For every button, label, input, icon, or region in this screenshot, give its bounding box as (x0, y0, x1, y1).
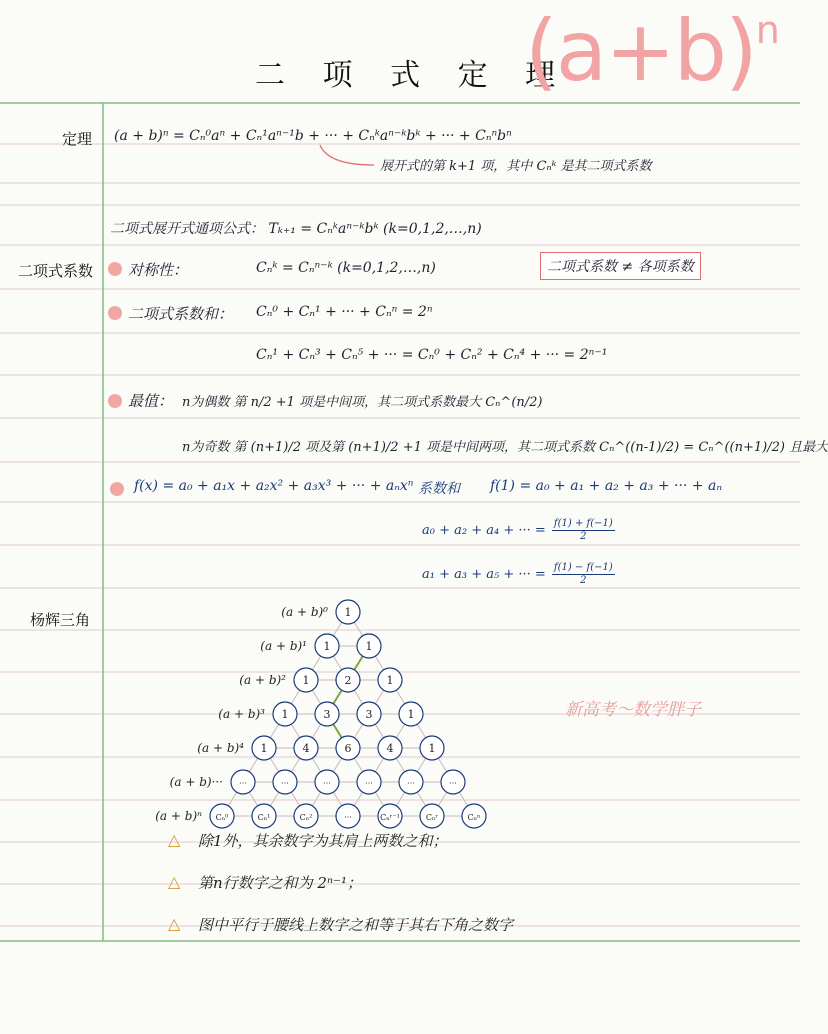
bullet-icon (108, 306, 122, 320)
sum-formula-1: Cₙ⁰ + Cₙ¹ + ··· + Cₙⁿ = 2ⁿ (256, 304, 433, 320)
triangle-row-label: (a + b)¹ (260, 639, 307, 653)
poly-sum-label: 系数和 (418, 481, 460, 497)
triangle-node-value: ··· (407, 779, 415, 788)
triangle-icon: △ (168, 872, 181, 891)
bullet-icon (110, 482, 124, 496)
bullet-icon (108, 394, 122, 408)
triangle-row-label: (a + b)⁴ (197, 741, 244, 755)
theorem-note: 展开式的第 k+1 项，其中 Cₙᵏ 是其二项式系数 (380, 159, 652, 174)
triangle-node-value: Cₙʳ⁻¹ (380, 813, 400, 822)
triangle-node-value: 6 (344, 742, 352, 755)
triangle-node-value: 1 (428, 742, 436, 755)
triangle-node-value: Cₙ² (299, 813, 313, 822)
symmetry-formula: Cₙᵏ = Cₙⁿ⁻ᵏ (k=0,1,2,…,n) (256, 260, 436, 276)
triangle-node-value: 1 (323, 640, 331, 653)
triangle-node-value: 1 (260, 742, 268, 755)
triangle-node-value: 3 (365, 708, 373, 721)
sum-label: 二项式系数和： (128, 305, 234, 323)
max-label: 最值： (128, 392, 174, 410)
poly-sum-formula: f(1) = a₀ + a₁ + a₂ + a₃ + ··· + aₙ (490, 478, 723, 494)
note-3: 图中平行于腰线上数字之和等于其右下角之数字 (198, 916, 514, 934)
triangle-node-value: 1 (302, 674, 310, 687)
yanghui-triangle (130, 590, 530, 823)
general-term: 二项式展开式通项公式： Tₖ₊₁ = Cₙᵏaⁿ⁻ᵏbᵏ (k=0,1,2,…,n) (110, 221, 482, 237)
odd-coefficient-sum: a₁ + a₃ + a₅ + ··· = $\frac{f(1) - f(-1)}{2}$ (422, 562, 613, 586)
triangle-node-value: ··· (323, 779, 331, 788)
section-coefficient: 二项式系数 (18, 263, 94, 280)
max-odd: n为奇数 第 (n+1)/2 项及第 (n+1)/2 +1 项是中间两项，其二项式系数 Cₙ^((n-1)/2) = Cₙ^((n+1)/2) 且最大 (182, 440, 828, 455)
triangle-row-label: (a + b)ⁿ (155, 809, 202, 823)
poly-formula: f(x) = a₀ + a₁x + a₂x² + a₃x³ + ··· + aₙxⁿ (134, 478, 414, 494)
triangle-node-value: 1 (407, 708, 415, 721)
triangle-node-value: Cₙ¹ (257, 813, 271, 822)
triangle-node-value: ··· (449, 779, 457, 788)
theorem-formula: (a + b)ⁿ = Cₙ⁰aⁿ + Cₙ¹aⁿ⁻¹b + ··· + Cₙᵏaⁿ⁻ᵏbᵏ + ··· + Cₙⁿbⁿ (114, 128, 512, 144)
triangle-node-value: 1 (386, 674, 394, 687)
annotation-arrow (318, 143, 378, 173)
warning-box: 二项式系数 ≠ 各项系数 (540, 252, 701, 280)
triangle-node-value: 4 (386, 742, 394, 755)
triangle-node-value: ··· (281, 779, 289, 788)
title-formula: $(a+b)^n$ (525, 2, 778, 100)
triangle-node-value: 1 (281, 708, 289, 721)
triangle-icon: △ (168, 914, 181, 933)
triangle-node-value: Cₙ⁰ (215, 813, 229, 822)
triangle-row-label: (a + b)⁰ (281, 605, 328, 619)
diagonal-highlight (327, 646, 369, 748)
page-title: 二 项 式 定 理 (255, 58, 570, 93)
triangle-node-value: Cₙⁿ (467, 813, 481, 822)
triangle-icon: △ (168, 830, 181, 849)
triangle-node-value: ··· (239, 779, 247, 788)
section-theorem: 定理 (62, 131, 93, 148)
sum-formula-2: Cₙ¹ + Cₙ³ + Cₙ⁵ + ··· = Cₙ⁰ + Cₙ² + Cₙ⁴ + ··· = 2ⁿ⁻¹ (256, 347, 608, 363)
triangle-node-value: 1 (344, 606, 352, 619)
bullet-icon (108, 262, 122, 276)
note-1: 除1外，其余数字为其肩上两数之和； (198, 832, 448, 850)
watermark: 新高考～数学胖子 (565, 700, 701, 720)
even-coefficient-sum: a₀ + a₂ + a₄ + ··· = $\frac{f(1) + f(-1)}{2}$ (422, 518, 613, 542)
triangle-node-value: 4 (302, 742, 310, 755)
triangle-row-label: (a + b)··· (169, 775, 223, 789)
section-yanghui: 杨辉三角 (30, 612, 91, 629)
triangle-node-value: 2 (344, 674, 352, 687)
triangle-row-label: (a + b)³ (218, 707, 265, 721)
triangle-node-value: 3 (323, 708, 331, 721)
triangle-row-label: (a + b)² (239, 673, 286, 687)
triangle-node-value: ··· (344, 813, 352, 822)
note-2: 第n行数字之和为 2ⁿ⁻¹； (198, 874, 362, 892)
triangle-node-value: ··· (365, 779, 373, 788)
symmetry-label: 对称性： (128, 261, 189, 279)
triangle-node-value: Cₙʳ (425, 813, 439, 822)
max-even: n为偶数 第 n/2 +1 项是中间项，其二项式系数最大 Cₙ^(n/2) (182, 395, 543, 410)
triangle-node-value: 1 (365, 640, 373, 653)
